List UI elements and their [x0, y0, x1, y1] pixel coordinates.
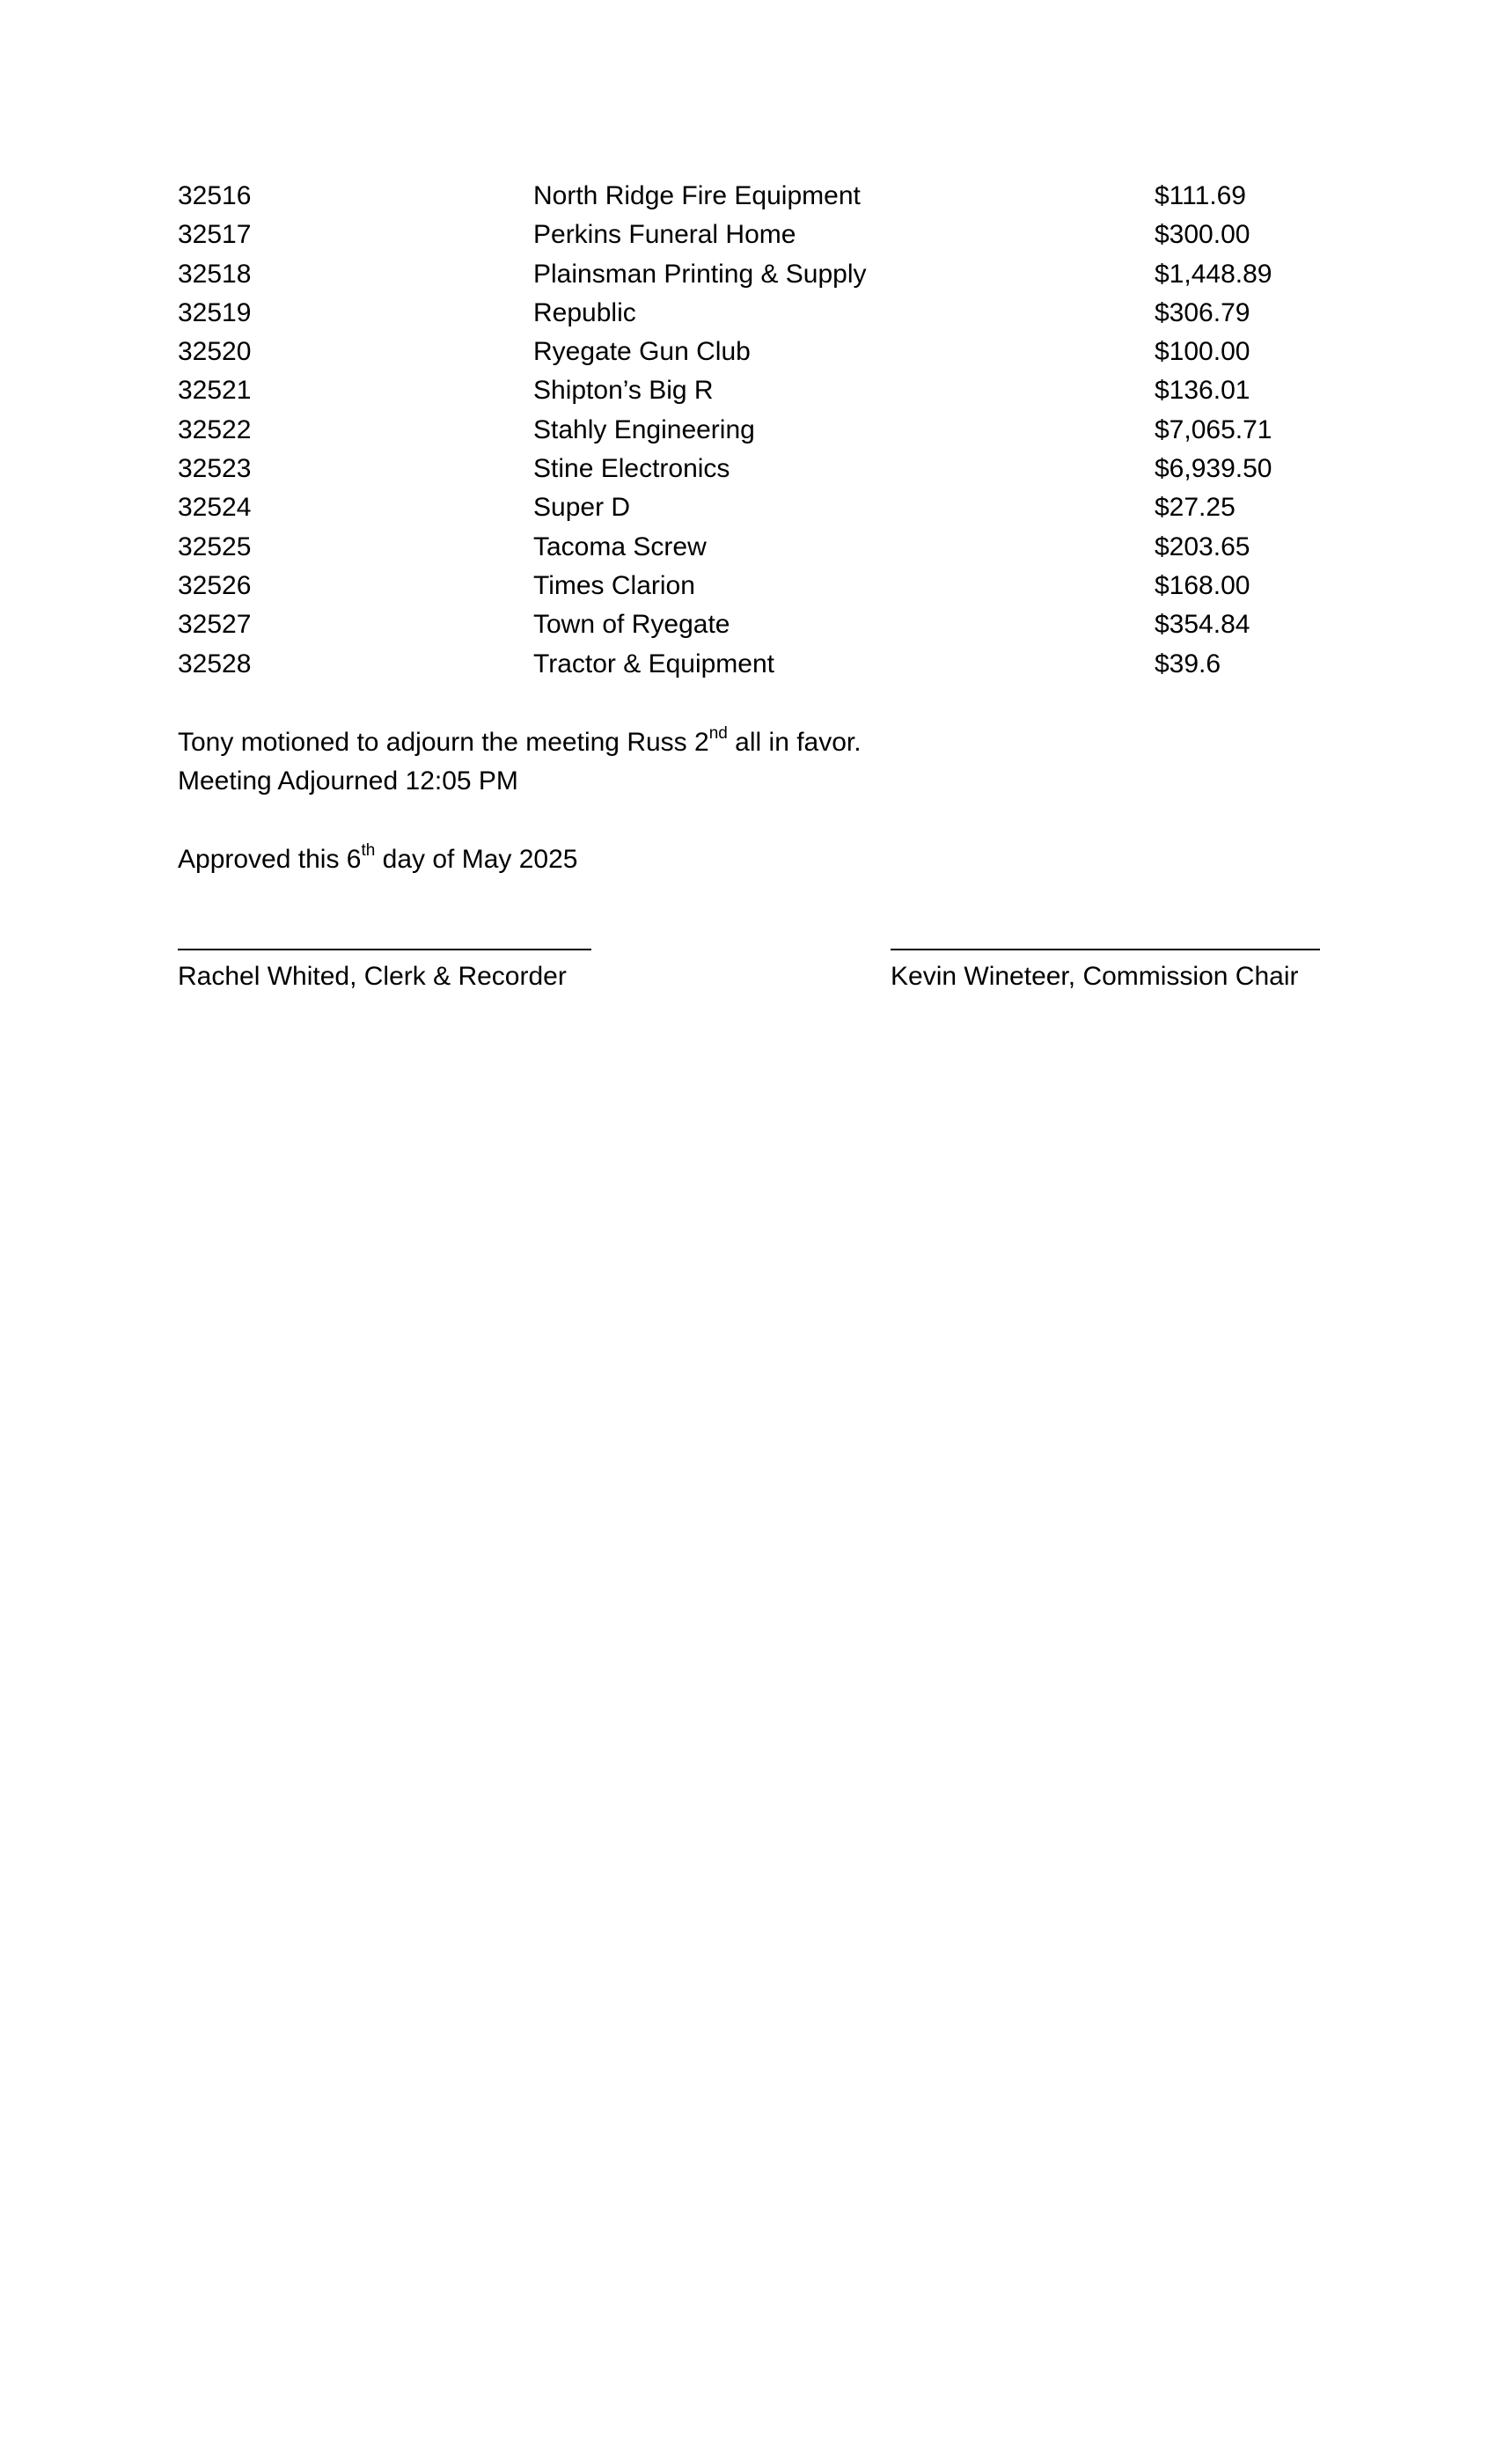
- claim-vendor: Times Clarion: [533, 570, 695, 600]
- claim-row: [178, 177, 1322, 216]
- claim-amount: $136.01: [1155, 376, 1250, 406]
- approval-statement: [178, 840, 577, 879]
- chair-signature-label: Kevin Wineteer, Commission Chair: [891, 962, 1299, 991]
- claim-amount: $300.00: [1155, 220, 1250, 250]
- motion-ordinal-suffix: nd: [708, 724, 728, 743]
- claim-number: 32516: [178, 181, 252, 210]
- claim-row: [178, 567, 1322, 605]
- claim-row: [178, 450, 1322, 488]
- claim-row: [178, 294, 1322, 333]
- claim-vendor: Super D: [533, 493, 631, 523]
- claim-row: [178, 605, 1322, 644]
- claim-vendor: Stahly Engineering: [533, 414, 755, 444]
- clerk-signature-line: [178, 949, 591, 950]
- approval-ordinal-suffix: th: [361, 841, 376, 860]
- claim-amount: $306.79: [1155, 297, 1250, 327]
- claim-number: 32518: [178, 259, 252, 289]
- claim-vendor: Tractor & Equipment: [533, 649, 774, 678]
- claim-amount: $111.69: [1155, 181, 1246, 210]
- claim-number: 32520: [178, 337, 252, 367]
- claim-vendor: Perkins Funeral Home: [533, 220, 796, 250]
- motion-text-end: all in favor.: [727, 728, 862, 757]
- chair-signature-line: [891, 949, 1320, 950]
- claim-amount: $6,939.50: [1155, 454, 1272, 484]
- claim-amount: $354.84: [1155, 610, 1250, 640]
- approval-text-start: Approved this 6: [178, 845, 362, 874]
- claim-vendor: Plainsman Printing & Supply: [533, 259, 867, 289]
- claim-row: [178, 645, 1322, 684]
- claim-amount: $203.65: [1155, 532, 1250, 561]
- claim-amount: $27.25: [1155, 493, 1236, 523]
- motion-text-start: Tony motioned to adjourn the meeting Russ 2: [178, 728, 709, 757]
- claim-amount: $39.6: [1155, 649, 1221, 678]
- claim-row: [178, 371, 1322, 410]
- claim-number: 32517: [178, 220, 252, 250]
- claim-number: 32527: [178, 610, 252, 640]
- claim-number: 32528: [178, 649, 252, 678]
- claim-number: 32525: [178, 532, 252, 561]
- claim-number: 32526: [178, 570, 252, 600]
- motion-statement: [178, 723, 862, 762]
- claim-number: 32524: [178, 493, 252, 523]
- claim-amount: $1,448.89: [1155, 259, 1272, 289]
- claim-row: [178, 528, 1322, 567]
- claim-amount: $7,065.71: [1155, 414, 1272, 444]
- claim-row: [178, 411, 1322, 450]
- claim-number: 32521: [178, 376, 252, 406]
- clerk-signature-label: Rachel Whited, Clerk & Recorder: [178, 962, 567, 991]
- claim-amount: $168.00: [1155, 570, 1250, 600]
- claim-row: [178, 333, 1322, 371]
- approval-text-end: day of May 2025: [375, 845, 578, 874]
- adjournment-time: Meeting Adjourned 12:05 PM: [178, 766, 518, 796]
- claim-number: 32522: [178, 414, 252, 444]
- claim-row: [178, 255, 1322, 294]
- claim-row: [178, 216, 1322, 254]
- claim-vendor: Town of Ryegate: [533, 610, 730, 640]
- claim-vendor: Stine Electronics: [533, 454, 730, 484]
- claims-list: [178, 177, 1322, 684]
- claim-vendor: Tacoma Screw: [533, 532, 707, 561]
- claim-vendor: North Ridge Fire Equipment: [533, 181, 861, 210]
- claim-number: 32519: [178, 297, 252, 327]
- claim-vendor: Republic: [533, 297, 636, 327]
- claim-amount: $100.00: [1155, 337, 1250, 367]
- claim-vendor: Ryegate Gun Club: [533, 337, 751, 367]
- claim-row: [178, 488, 1322, 527]
- claim-number: 32523: [178, 454, 252, 484]
- claim-vendor: Shipton’s Big R: [533, 376, 714, 406]
